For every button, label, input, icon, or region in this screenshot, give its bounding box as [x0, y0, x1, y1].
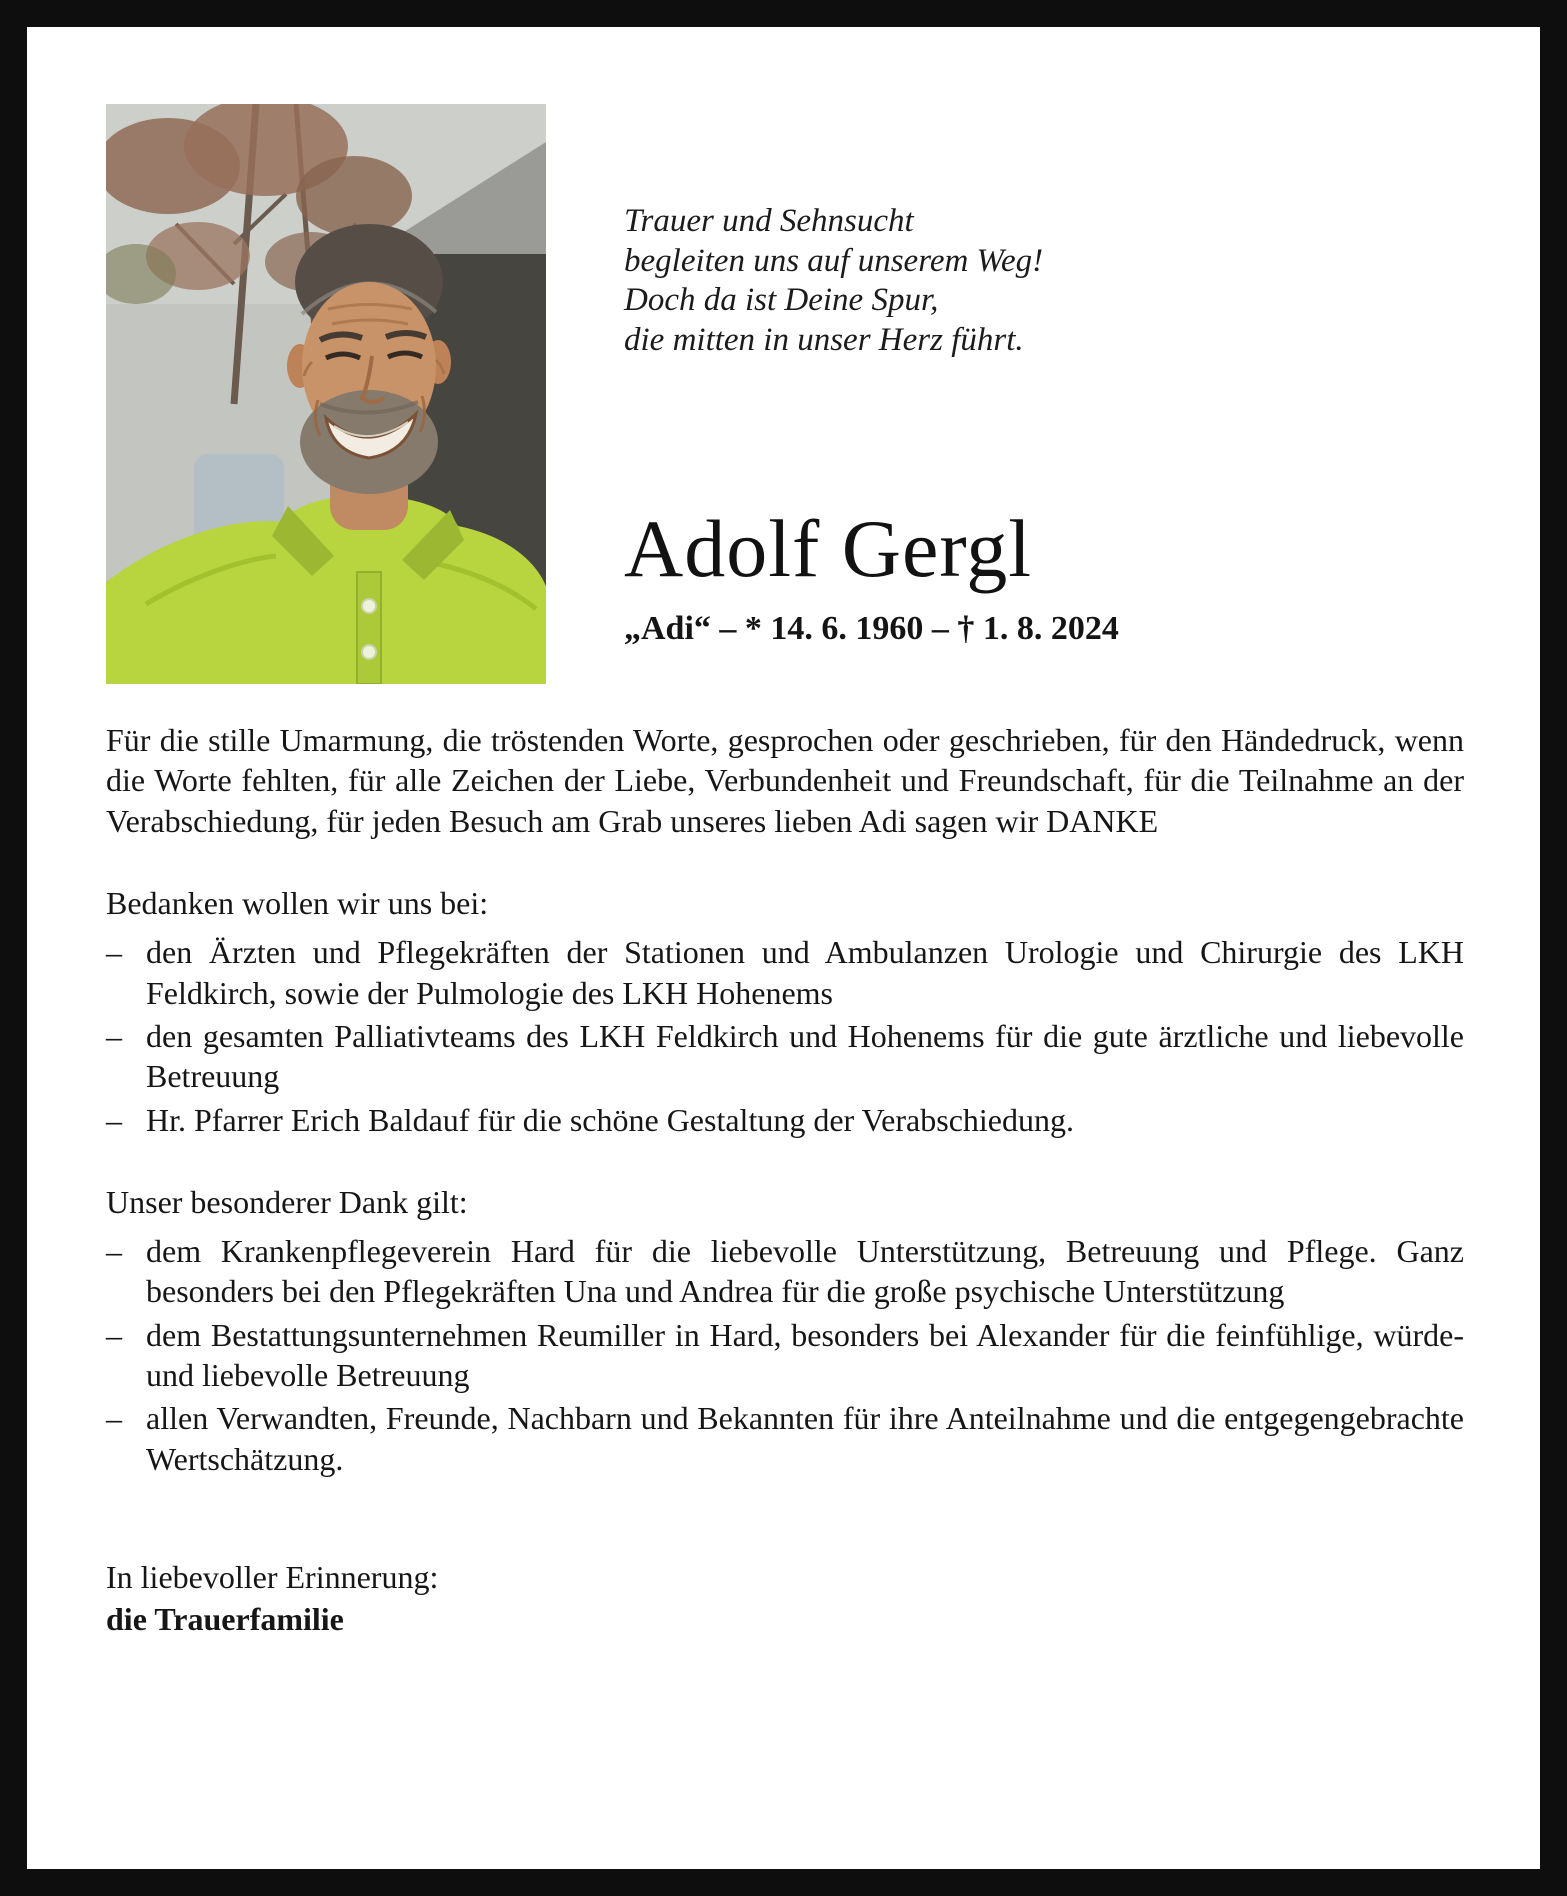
list-item	[106, 1398, 1464, 1479]
list-item-text: Hr. Pfarrer Erich Baldauf für die schöne Gestaltung der Verabschiedung.	[146, 1101, 1074, 1138]
verse-line: die mitten in unser Herz führt.	[624, 321, 1024, 358]
list-item	[106, 932, 1464, 1013]
list-dash: –	[106, 1233, 122, 1270]
obituary-sheet	[27, 27, 1540, 1869]
list-dash: –	[106, 1101, 122, 1138]
thanks-list	[106, 932, 1464, 1140]
list-item	[106, 1100, 1464, 1140]
list-item-text: den gesamten Palliativteams des LKH Feldkirch und Hohenems für die gute ärztliche und liebevolle Betreuung	[146, 1017, 1464, 1095]
list-dash: –	[106, 934, 122, 971]
list-item-text: dem Bestattungsunternehmen Reumiller in Hard, besonders bei Alexander für die feinfühlige, würde- und liebevolle Betreuung	[146, 1316, 1464, 1394]
list-item-text: allen Verwandten, Freunde, Nachbarn und Bekannten für ihre Anteilnahme und die entgegengebrachte Wertschätzung.	[146, 1400, 1464, 1477]
list-dash: –	[106, 1017, 122, 1054]
header-text-column	[624, 104, 1464, 684]
deceased-name: Adolf Gergl	[624, 503, 1033, 595]
list-item	[106, 1231, 1464, 1312]
portrait-illustration	[106, 104, 546, 684]
verse-line: begleiten uns auf unserem Weg!	[624, 242, 1044, 279]
portrait-photo	[106, 104, 546, 684]
list-dash: –	[106, 1316, 122, 1353]
verse-line: Doch da ist Deine Spur,	[624, 282, 939, 319]
closing-line: In liebevoller Erinnerung:	[106, 1559, 439, 1595]
section-heading-special-thanks: Unser besonderer Dank gilt:	[106, 1183, 468, 1220]
closing-family: die Trauerfamilie	[106, 1600, 344, 1637]
closing-block	[106, 1557, 1464, 1640]
thanks-paragraph: Für die stille Umarmung, die tröstenden Worte, gesprochen oder geschrieben, für den Händedruck, wenn die Worte fehlten, für alle Zeichen der Liebe, Verbundenheit und Freundschaft, für die Teilnahme an der Verabschiedung, für jeden Besuch am Grab unseres lieben Adi sagen wir DANKE	[106, 722, 1464, 839]
list-item	[106, 1315, 1464, 1396]
deceased-dates: „Adi“ – * 14. 6. 1960 – † 1. 8. 2024	[624, 610, 1119, 648]
list-item	[106, 1016, 1464, 1097]
special-thanks-list	[106, 1231, 1464, 1479]
verse-line: Trauer und Sehnsucht	[624, 203, 914, 239]
list-item-text: den Ärzten und Pflegekräften der Stationen und Ambulanzen Urologie und Chirurgie des LKH Feldkirch, sowie der Pulmologie des LKH Hohenems	[146, 934, 1464, 1011]
header-section	[106, 104, 1464, 684]
list-item-text: dem Krankenpflegeverein Hard für die liebevolle Unterstützung, Betreuung und Pflege. Ganz besonders bei den Pflegekräften Una und Andrea für die große psychische Unterstützung	[146, 1233, 1464, 1310]
list-dash: –	[106, 1400, 122, 1437]
memorial-verse	[624, 202, 1464, 360]
section-heading-thanks: Bedanken wollen wir uns bei:	[106, 884, 489, 921]
